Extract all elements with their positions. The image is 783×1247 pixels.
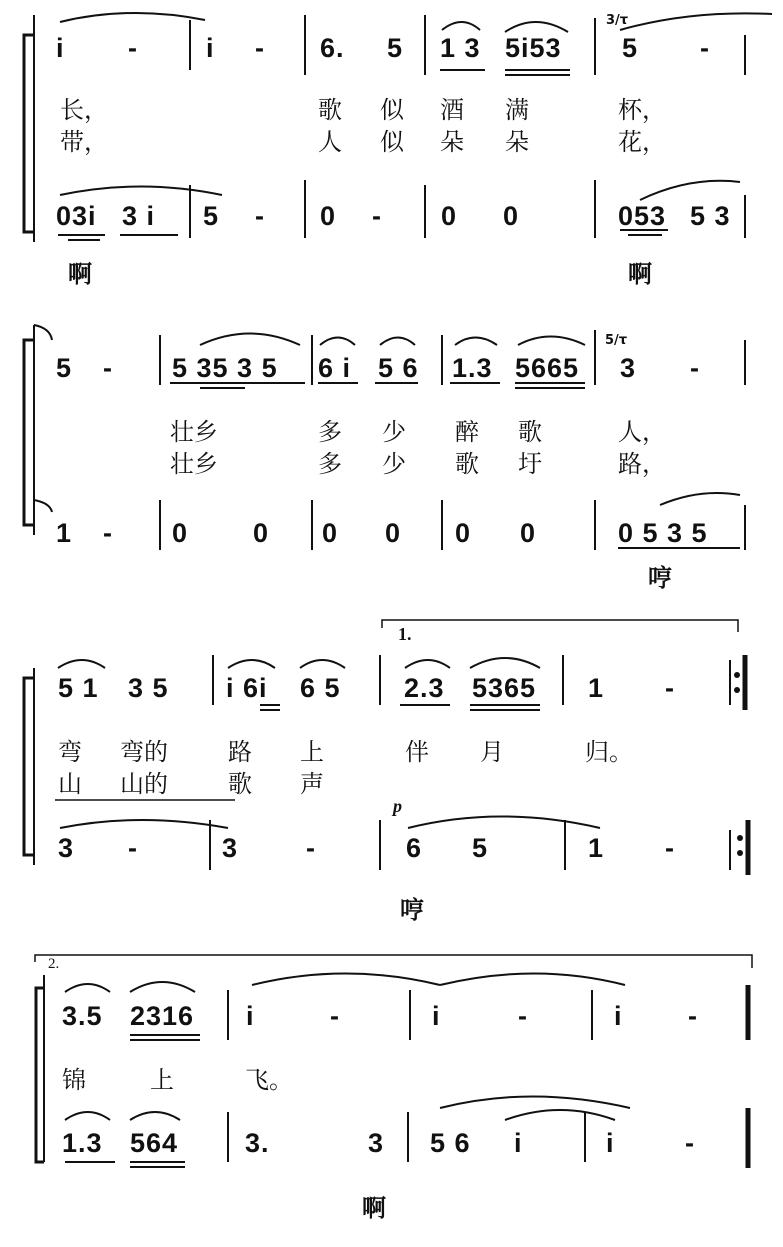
lyric: 飞。 (245, 1066, 293, 1094)
note: 0 (385, 518, 402, 548)
note: 5i53 (505, 33, 562, 63)
note: - (665, 673, 675, 703)
lyric: 歌 (228, 770, 252, 798)
lyric: 归。 (585, 738, 633, 766)
lyric: 声 (300, 770, 324, 798)
lyric: 似 (380, 128, 404, 156)
lyric-below: 哼 (400, 895, 424, 924)
note: 1 (588, 833, 605, 863)
note: 0 (253, 518, 270, 548)
lyric: 酒 (440, 96, 464, 124)
lyric: 满 (505, 96, 529, 124)
note: 3 (620, 353, 637, 383)
note: 6 i (318, 353, 352, 383)
note: 0 (172, 518, 189, 548)
note: 1.3 (62, 1128, 103, 1158)
note: i (206, 33, 215, 63)
lyric: 歌 (455, 450, 479, 478)
note: - (255, 33, 265, 63)
note: i (606, 1128, 615, 1158)
lyric: 歌 (518, 418, 542, 446)
lyric: 伴 (405, 738, 429, 766)
volta-2-label: 2. (48, 956, 60, 972)
dynamic-marking: p (393, 796, 402, 816)
note: 5 (622, 33, 639, 63)
lyric: 壮乡 (170, 450, 218, 478)
note: 5 (387, 33, 404, 63)
note: 0 (455, 518, 472, 548)
note: 564 (130, 1128, 179, 1158)
note: 1.3 (452, 353, 493, 383)
lyric: 朵 (440, 128, 464, 156)
note: - (103, 353, 113, 383)
note: 5 (203, 201, 220, 231)
lyric: 锦 (62, 1066, 86, 1094)
note: 6 5 (300, 673, 341, 703)
lyric: 带， (60, 128, 108, 156)
lyric-below: 哼 (648, 563, 672, 592)
lyric: 山的 (120, 770, 168, 798)
note: 053 (618, 201, 667, 231)
note: 5 6 (378, 353, 419, 383)
note: 5 (472, 833, 489, 863)
lyric: 上 (300, 738, 324, 766)
lyric: 山 (58, 770, 82, 798)
note: - (700, 33, 710, 63)
lyric: 月 (480, 738, 504, 766)
lyric: 人， (618, 418, 666, 446)
note: 5665 (515, 353, 580, 383)
lyric: 多 (318, 450, 342, 478)
lyric: 弯 (58, 738, 82, 766)
note: 6. (320, 33, 345, 63)
note: 1 3 (440, 33, 481, 63)
note: 3 (368, 1128, 385, 1158)
lyric: 杯， (618, 96, 666, 124)
lyric: 少 (382, 418, 406, 446)
lyric: 上 (150, 1066, 174, 1094)
note: - (255, 201, 265, 231)
note: 5 (56, 353, 73, 383)
note: 0 (441, 201, 458, 231)
note: 5 6 (430, 1128, 471, 1158)
lyric: 醉 (455, 418, 479, 446)
lyric: 长， (60, 96, 108, 124)
note: 0 (320, 201, 337, 231)
lyric: 少 (382, 450, 406, 478)
note: 0 (520, 518, 537, 548)
note: 5 3 (690, 201, 731, 231)
note: 3 (222, 833, 239, 863)
note: - (685, 1128, 695, 1158)
note: - (128, 833, 138, 863)
note: 3 5 (128, 673, 169, 703)
note: 1 (56, 518, 73, 548)
note: 3. (245, 1128, 270, 1158)
note: 0 (503, 201, 520, 231)
note: - (306, 833, 316, 863)
note: - (690, 353, 700, 383)
note: 1 (588, 673, 605, 703)
note: 2316 (130, 1001, 195, 1031)
grace-mark: 3/τ (606, 13, 629, 28)
lyric: 人 (318, 128, 342, 156)
lyric: 多 (318, 418, 342, 446)
lyric: 花， (618, 128, 666, 156)
note: - (103, 518, 113, 548)
note: 2.3 (404, 673, 445, 703)
lyric: 朵 (505, 128, 529, 156)
note: 03i (56, 201, 97, 231)
lyric-below: 啊 (68, 259, 92, 288)
note: - (372, 201, 382, 231)
note: - (688, 1001, 698, 1031)
note: - (128, 33, 138, 63)
note: i (56, 33, 65, 63)
note: 3 i (122, 201, 156, 231)
lyric: 歌 (318, 96, 342, 124)
note: 3.5 (62, 1001, 103, 1031)
note: - (665, 833, 675, 863)
note: - (330, 1001, 340, 1031)
note: i (514, 1128, 523, 1158)
lyric: 似 (380, 96, 404, 124)
note: 6 (406, 833, 423, 863)
lyric-below: 啊 (362, 1193, 386, 1222)
note: - (518, 1001, 528, 1031)
volta-1-label: 1. (398, 624, 412, 644)
lyric: 圩 (518, 450, 542, 478)
note: 5 35 3 5 (172, 353, 278, 383)
note: i (614, 1001, 623, 1031)
note: 3 (58, 833, 75, 863)
note: i 6i (226, 673, 268, 703)
lyric: 壮乡 (170, 418, 218, 446)
grace-mark: 5/τ (605, 333, 628, 348)
lyric-below: 啊 (628, 259, 652, 288)
lyric: 路， (618, 450, 666, 478)
note: 5365 (472, 673, 537, 703)
note: i (432, 1001, 441, 1031)
lyric: 弯的 (120, 738, 168, 766)
note: 0 (322, 518, 339, 548)
note: i (246, 1001, 255, 1031)
note: 5 1 (58, 673, 99, 703)
lyric: 路 (228, 738, 252, 766)
note: 0 5 3 5 (618, 518, 708, 548)
